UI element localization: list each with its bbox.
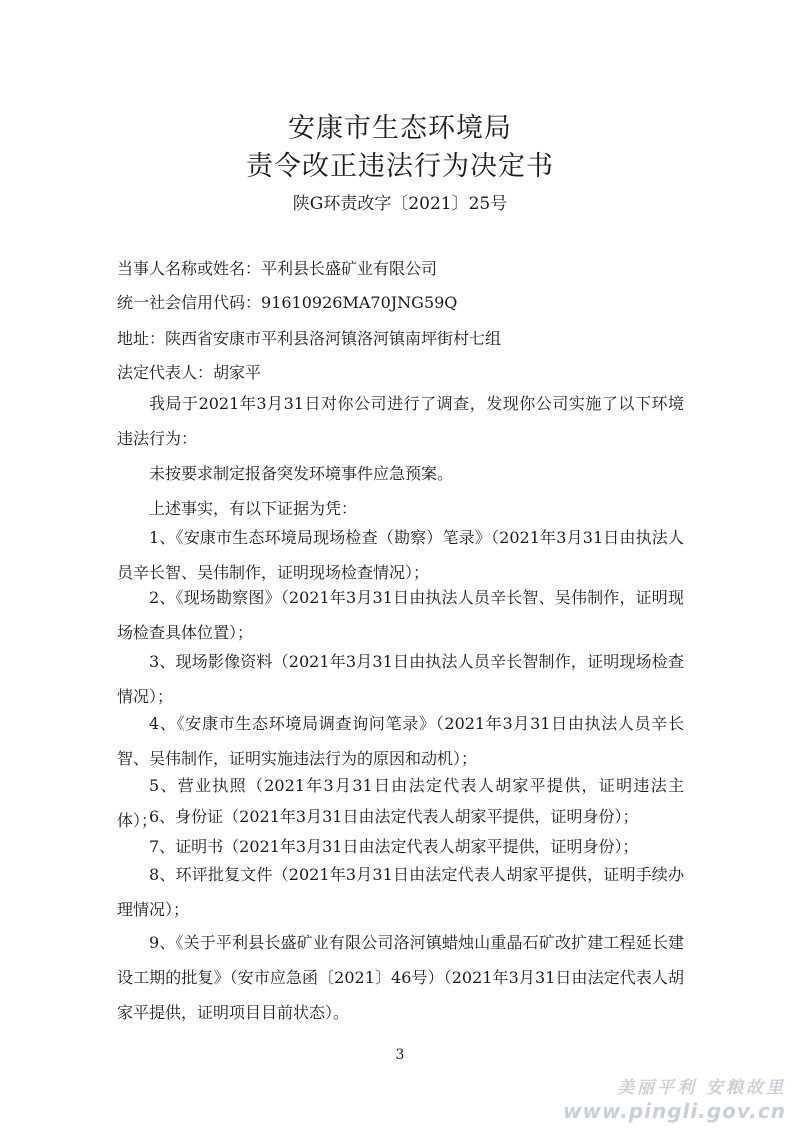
watermark-slogan: 美丽平利 安粮故里 bbox=[617, 1078, 786, 1098]
evidence-item: 5、营业执照（2021年3月31日由法定代表人胡家平提供，证明违法主体）； bbox=[117, 776, 684, 830]
site-watermark bbox=[563, 1077, 786, 1123]
credit-code-label: 统一社会信用代码： bbox=[117, 293, 262, 312]
page-number: 3 bbox=[395, 1047, 405, 1063]
evidence-item: 3、现场影像资料（2021年3月31日由执法人员辛长智制作，证明现场检查情况）； bbox=[117, 652, 684, 706]
address-value: 陕西省安康市平利县洛河镇洛河镇南坪街村七组 bbox=[165, 329, 502, 348]
evidence-item: 1、《安康市生态环境局现场检查（勘察）笔录》（2021年3月31日由执法人员辛长智、吴伟制作，证明现场检查情况）； bbox=[117, 528, 684, 582]
party-name-value: 平利县长盛矿业有限公司 bbox=[261, 259, 438, 278]
watermark-url: www.pingli.gov.cn bbox=[563, 1099, 786, 1123]
evidence-intro: 上述事实，有以下证据为凭： bbox=[149, 499, 358, 518]
credit-code-line bbox=[117, 292, 457, 314]
evidence-item: 4、《安康市生态环境局调查询问笔录》（2021年3月31日由执法人员辛长智、吴伟制作，证明实施违法行为的原因和动机）； bbox=[117, 714, 684, 768]
legal-rep-value: 胡家平 bbox=[213, 363, 262, 382]
address-line bbox=[117, 328, 501, 350]
evidence-item: 7、证明书（2021年3月31日由法定代表人胡家平提供，证明身份）； bbox=[149, 837, 639, 856]
evidence-item: 9、《关于平利县长盛矿业有限公司洛河镇蜡烛山重晶石矿改扩建工程延长建设工期的批复》（安市应急函〔2021〕46号）（2021年3月31日由法定代表人胡家平提供，证明项目目前状态）。 bbox=[117, 933, 684, 1022]
party-name-line bbox=[117, 258, 437, 280]
legal-rep-line bbox=[117, 362, 261, 384]
document-number: 陕G环责改字〔2021〕25号 bbox=[292, 194, 508, 214]
document-title: 责令改正违法行为决定书 bbox=[246, 151, 554, 182]
evidence-item: 6、身份证（2021年3月31日由法定代表人胡家平提供，证明身份）； bbox=[149, 807, 639, 826]
credit-code-value: 91610926MA70JNG59Q bbox=[261, 293, 458, 312]
evidence-item: 8、环评批复文件（2021年3月31日由法定代表人胡家平提供，证明手续办理情况）； bbox=[117, 865, 684, 919]
agency-title: 安康市生态环境局 bbox=[288, 113, 512, 144]
intro-paragraph: 我局于2021年3月31日对你公司进行了调查，发现你公司实施了以下环境违法行为： bbox=[117, 394, 684, 448]
party-name-label: 当事人名称或姓名： bbox=[117, 259, 262, 278]
legal-rep-label: 法定代表人： bbox=[117, 363, 214, 382]
evidence-item: 2、《现场勘察图》（2021年3月31日由执法人员辛长智、吴伟制作，证明现场检查具体位置）； bbox=[117, 588, 684, 642]
violation-fact: 未按要求制定报备突发环境事件应急预案。 bbox=[149, 464, 454, 483]
address-label: 地址： bbox=[117, 329, 166, 348]
